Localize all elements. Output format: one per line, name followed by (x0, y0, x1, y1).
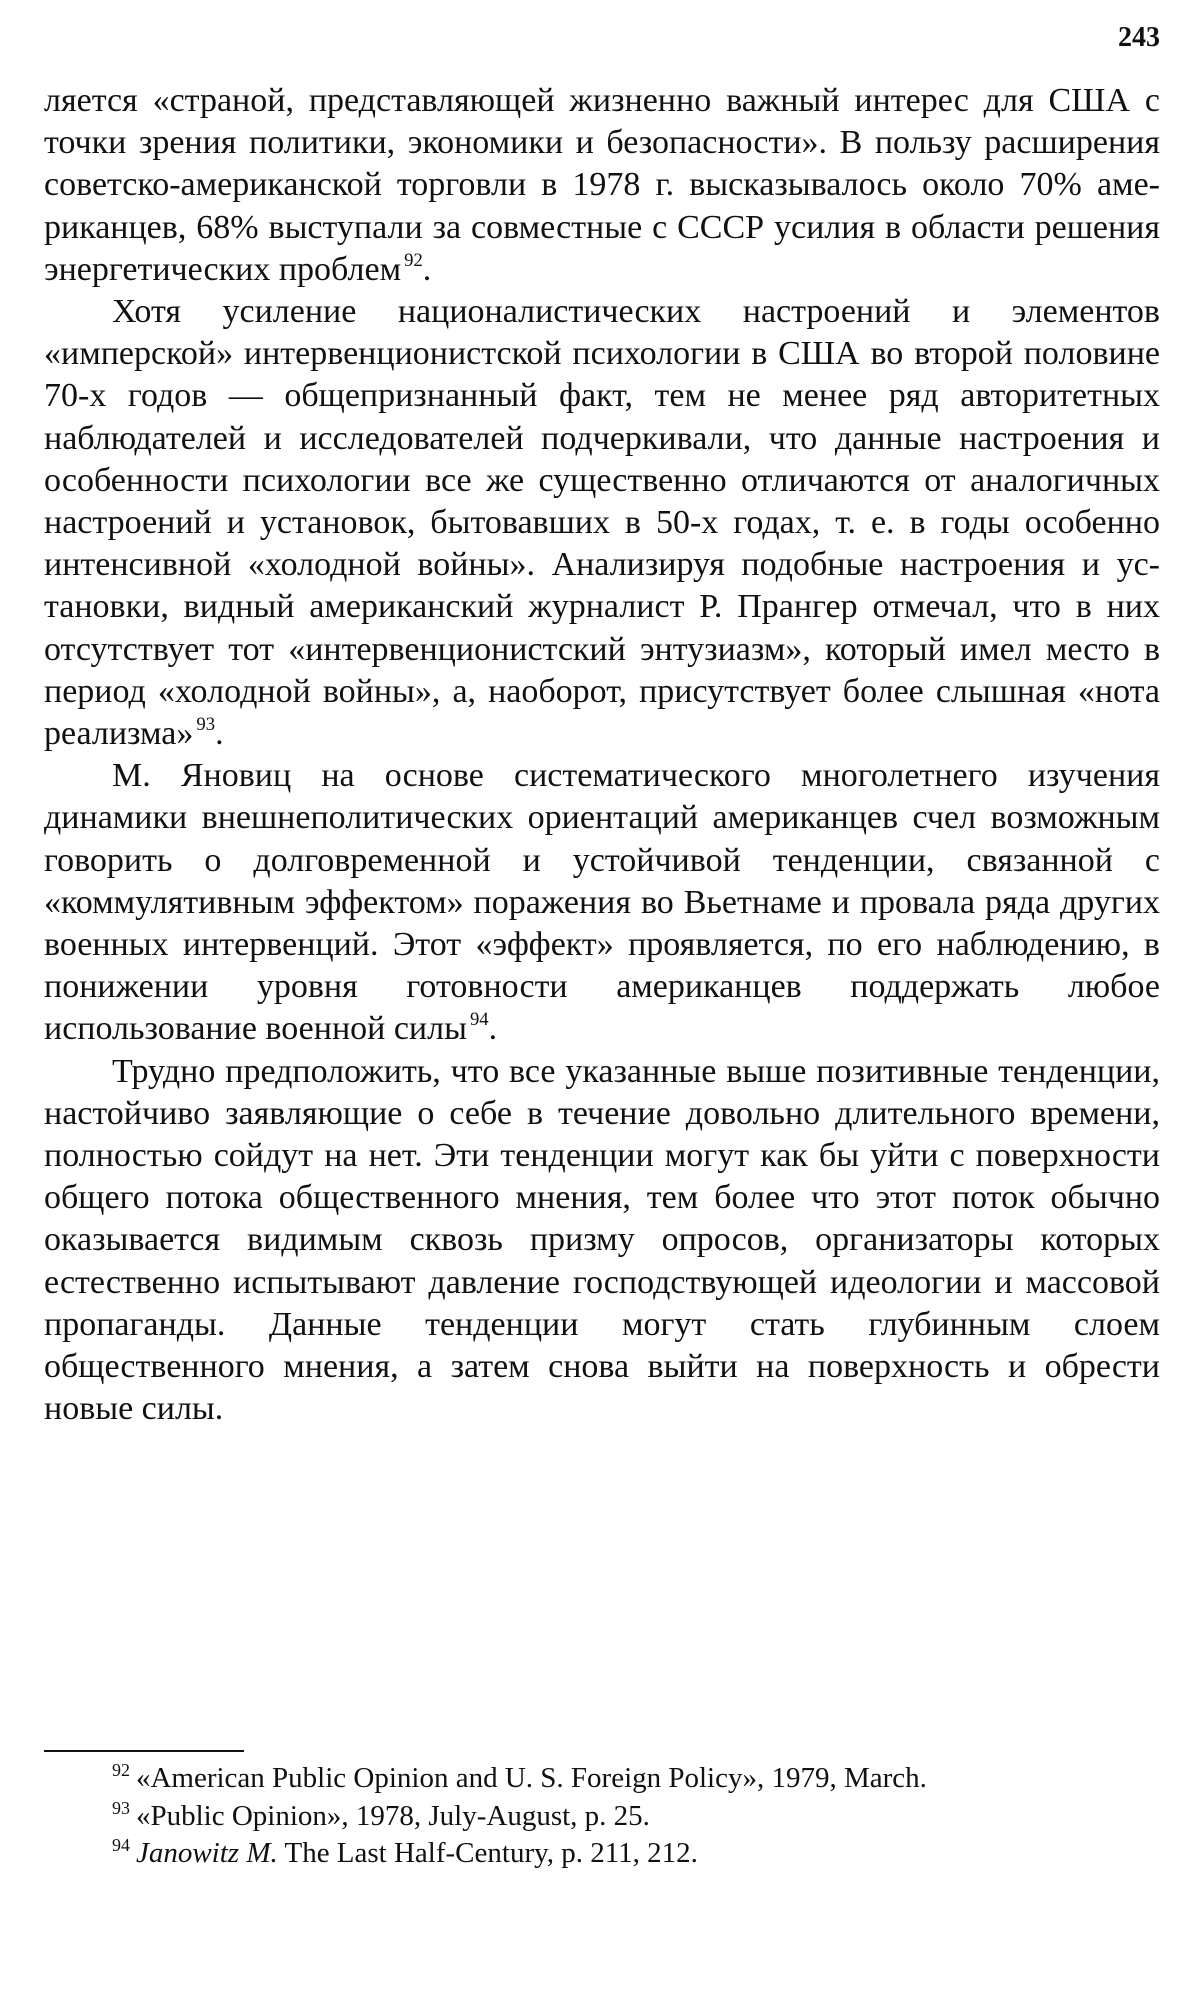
footnote-text: The Last Half-Century, p. 211, 212. (277, 1837, 698, 1869)
footnote (44, 1835, 1160, 1873)
footnote-text: «Public Opinion», 1978, July-August, p. 25. (135, 1799, 650, 1832)
paragraph: ляется «страной, представляющей жизненно важный интерес для США с точки зрения политики, экономики и безопасности». В пользу расширения советско-американской торговли в 1978 г. высказывалось около 70% американцев, 68% выступали за совместные с СССР усилия в области решения энергетических проблем $^{92}$. (44, 82, 1160, 288)
paragraph (44, 1051, 1160, 1431)
footnote-number: 93 (112, 1797, 130, 1818)
footnote-author: Janowitz M. (135, 1837, 278, 1869)
paragraph-text: Трудно предположить, что все указанные выше позитивные тенденции, настойчиво заявляющие о себе в течение довольно длительного времени, полностью сойдут на нет. Эти тенденции могут как бы уйти с поверхности общего потока общественного мнения, тем более что этот поток обычно оказывается видимым сквозь призму опросов, организаторы которых естественно испытывают давление господствующей идеологии и массовой пропаганды. Данные тенденции могут стать глубинным слоем общественного мнения, а затем снова выйти на поверхность и обрести новые силы. (44, 1052, 1160, 1428)
footnote-number: 94 (112, 1835, 130, 1856)
footnote-text: «American Public Opinion and U. S. Foreign Policy», 1979, March. (135, 1762, 927, 1794)
footnotes (44, 1760, 1160, 1873)
footnote (44, 1798, 1160, 1836)
footnote-number: 92 (112, 1760, 130, 1781)
footnote-ref[interactable]: 93 (196, 714, 216, 736)
paragraph: М. Яновиц на основе систематического многолетнего изучения динамики внешнеполитических ориентаций американцев счел возможным говорить о долговременной и устойчивой тенденции, связанной с «коммулятивным эффектом» поражения во Вьетнаме и провала ряда других военных интервенций. Этот «эффект» проявляется, по его наблюдению, в понижении уровня готовности американцев поддержать любое использование военной силы $^{94}$. (44, 757, 1160, 1048)
paragraph-text: ляется «страной, представляющей жизненно важный интерес для США с точки зрения политики, экономики и безопасности». В пользу расширения советско-американской торговли в 1978 г. высказывалось около 70% американцев, 68% выступали за совместные с СССР усилия в области решения энергетических проблем (44, 82, 1160, 288)
paragraph: Хотя усиление националистических настроений и элементов «имперской» интервенционистской психологии в США во второй половине 70-х годов — общепризнанный факт, тем не менее ряд авторитетных наблюдателей и исследователей подчеркивали, что данные настроения и особенности психологии все же существенно отличаются от аналогичных настроений и установок, бытовавших в 50-х годах, т. е. в годы особенно интенсивной «холодной войны». Анализируя подобные настроения и установки, видный американский журналист Р. Прангер отмечал, что в них отсутствует тот «интервенционистский энтузиазм», который имел место в период «холодной войны», а, наоборот, присутствует более слышная «нота реализма» $^{93}$. (44, 293, 1160, 753)
paragraph-text: Хотя усиление националистических настроений и элементов «имперской» интервенционистской психологии в США во второй половине 70-х годов — общепризнанный факт, тем не менее ряд авторитетных наблюдателей и исследователей подчеркивали, что данные настроения и особенности психологии все же существенно отличаются от аналогичных настроений и установок, бытовавших в 50-х годах, т. е. в годы особенно интенсивной «холодной войны». Анализируя подобные настроения и установки, видный американский журналист Р. Прангер отмечал, что в них отсутствует тот «интервенционистский энтузиазм», который имел место в период «холодной войны», а, наоборот, присутствует более слышная «нота реализма» (44, 293, 1160, 753)
body-text (44, 80, 1160, 1431)
footnote-ref[interactable]: 92 (404, 249, 423, 271)
footnote-divider (44, 1750, 244, 1752)
footnote-ref[interactable]: 94 (469, 1009, 489, 1031)
page-number: 243 (1118, 22, 1160, 53)
footnote (44, 1760, 1160, 1798)
paragraph-text: М. Яновиц на основе систематического многолетнего изучения динамики внешнеполитических ориентаций американцев счел возможным говорить о долговременной и устойчивой тенденции, связанной с «коммулятивным эффектом» поражения во Вьетнаме и провала ряда других военных интервенций. Этот «эффект» проявляется, по его наблюдению, в понижении уровня готовности американцев поддержать любое использование военной силы (44, 757, 1160, 1048)
